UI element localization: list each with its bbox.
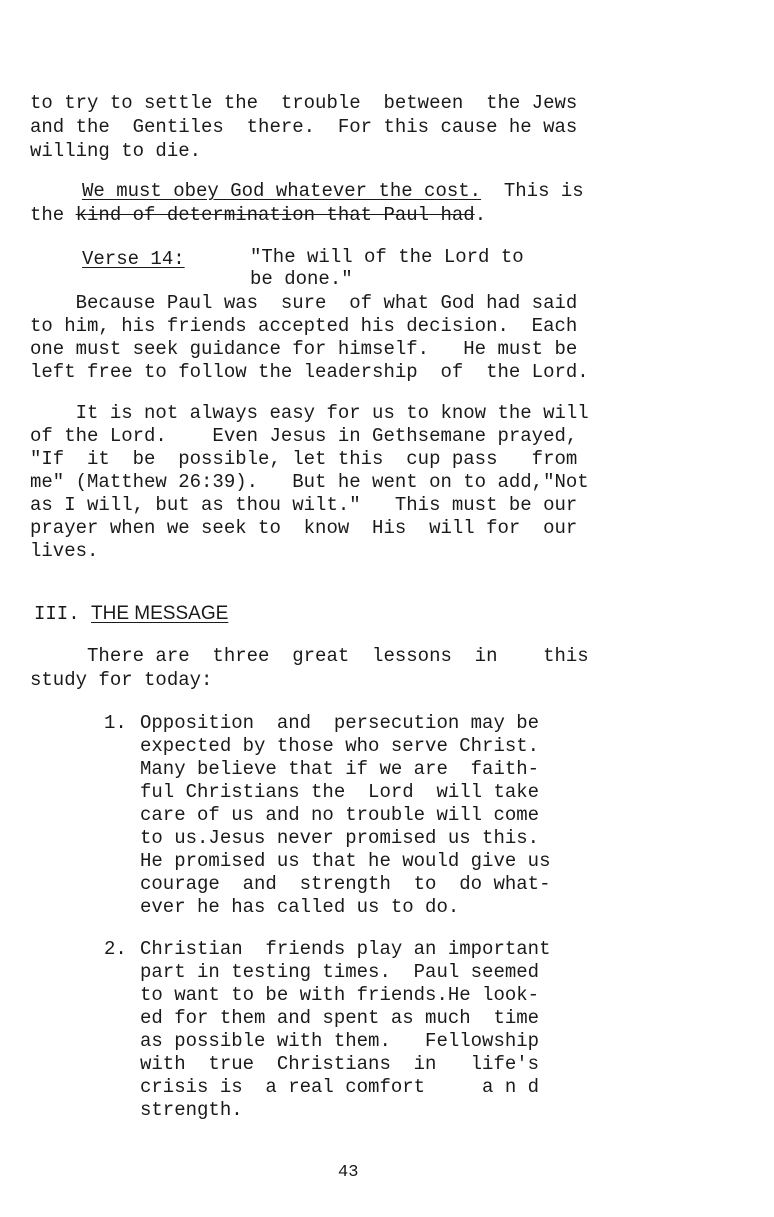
line-rest: This is [481, 180, 584, 202]
paragraph-line: me" (Matthew 26:39). But he went on to add,"Not [30, 471, 589, 493]
list-item-line: Christian friends play an important [140, 938, 551, 960]
verse-quote: be done." [250, 268, 353, 290]
paragraph-line: study for today: [30, 669, 213, 691]
list-item-line: part in testing times. Paul seemed [140, 961, 540, 983]
paragraph-line: There are three great lessons in this [30, 645, 589, 667]
list-number: 1. [104, 712, 127, 734]
list-item-line: with true Christians in life's [140, 1053, 540, 1075]
verse-quote: "The will of the Lord to [250, 246, 524, 268]
list-item-line: ever he has called us to do. [140, 896, 460, 918]
paragraph-line: "If it be possible, let this cup pass from [30, 448, 578, 470]
section-heading [34, 603, 228, 625]
emphasis-line [30, 204, 486, 226]
line-suffix: . [474, 204, 487, 226]
paragraph-line: Because Paul was sure of what God had said [30, 292, 578, 314]
paragraph-line: to try to settle the trouble between the Jews [30, 92, 578, 114]
list-item-line: ful Christians the Lord will take [140, 781, 540, 803]
paragraph-line: prayer when we seek to know His will for our [30, 517, 578, 539]
struck-phrase: kind of determination that Paul had [75, 204, 475, 226]
paragraph-line: willing to die. [30, 140, 202, 162]
list-item-line: to us.Jesus never promised us this. [140, 827, 540, 849]
verse-label: Verse 14: [82, 248, 185, 270]
paragraph-line: of the Lord. Even Jesus in Gethsemane prayed, [30, 425, 578, 447]
section-title: THE MESSAGE [91, 603, 229, 624]
list-item-line: strength. [140, 1099, 243, 1121]
page-number: 43 [338, 1163, 359, 1182]
list-item-line: Many believe that if we are faith- [140, 758, 540, 780]
line-prefix: the [30, 204, 76, 226]
list-item-line: ed for them and spent as much time [140, 1007, 540, 1029]
paragraph-line: left free to follow the leadership of the Lord. [30, 361, 589, 383]
underlined-phrase: We must obey God whatever the cost. [82, 180, 482, 202]
list-number: 2. [104, 938, 127, 960]
paragraph-line: one must seek guidance for himself. He must be [30, 338, 578, 360]
paragraph-line: It is not always easy for us to know the will [30, 402, 589, 424]
list-item-line: courage and strength to do what- [140, 873, 551, 895]
list-item-line: to want to be with friends.He look- [140, 984, 540, 1006]
list-item-line: He promised us that he would give us [140, 850, 551, 872]
paragraph-line: as I will, but as thou wilt." This must be our [30, 494, 578, 516]
list-item-line: expected by those who serve Christ. [140, 735, 540, 757]
list-item-line: as possible with them. Fellowship [140, 1030, 540, 1052]
section-number: III. [34, 603, 80, 625]
emphasis-line [82, 180, 584, 202]
paragraph-line: and the Gentiles there. For this cause he was [30, 116, 578, 138]
list-item-line: care of us and no trouble will come [140, 804, 540, 826]
list-item-line: Opposition and persecution may be [140, 712, 540, 734]
paragraph-line: lives. [30, 540, 99, 562]
paragraph-line: to him, his friends accepted his decision. Each [30, 315, 578, 337]
list-item-line: crisis is a real comfort a n d [140, 1076, 540, 1098]
